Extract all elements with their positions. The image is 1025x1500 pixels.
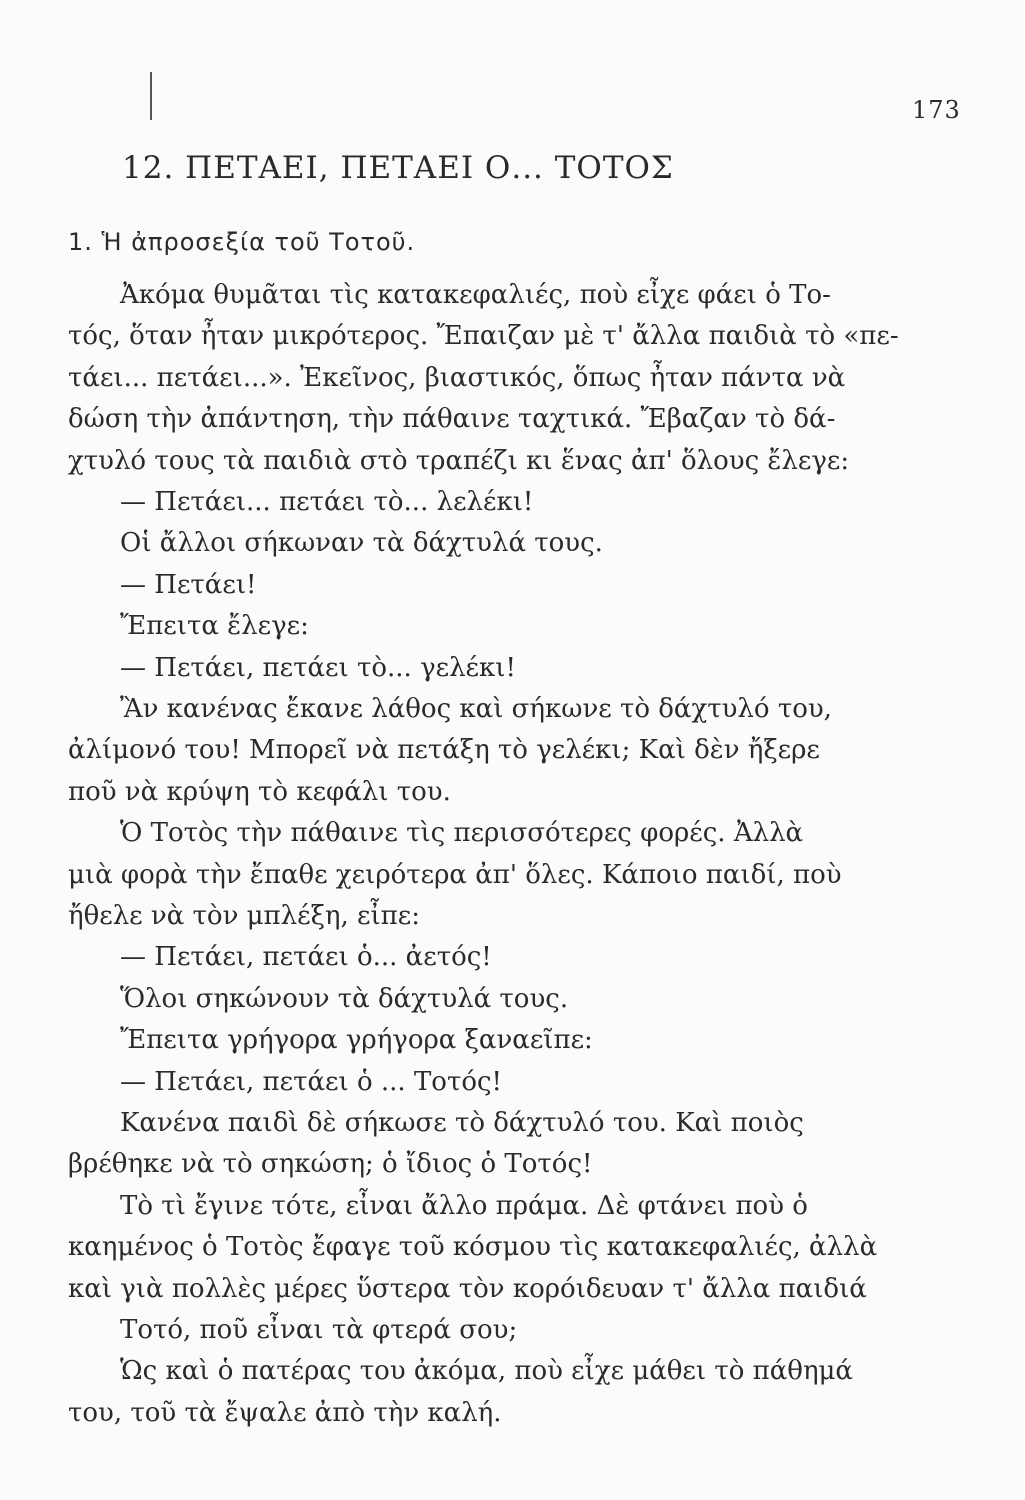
text-line: χτυλό τους τὰ παιδιὰ στὸ τραπέζι κι ἕνας ἀπ' ὅλους ἔλεγε: (68, 445, 850, 476)
text-line: ἀλίμονό του! Μπορεῖ νὰ πετάξη τὸ γελέκι; Καὶ δὲν ἤξερε (68, 735, 820, 766)
text-line: μιὰ φορὰ τὴν ἔπαθε χειρότερα ἀπ' ὅλες. Κάποιο παιδί, ποὺ (68, 859, 842, 890)
section-heading: 1. Ἡ ἀπροσεξία τοῦ Τοτοῦ. (68, 228, 416, 256)
text-line: Οἱ ἄλλοι σήκωναν τὰ δάχτυλά τους. (120, 528, 603, 559)
text-line: βρέθηκε νὰ τὸ σηκώση; ὁ ἴδιος ὁ Τοτός! (68, 1149, 593, 1180)
scan-margin-mark (150, 72, 152, 120)
text-line: Ἔπειτα ἔλεγε: (120, 611, 309, 642)
text-line: τός, ὅταν ἦταν μικρότερος. Ἔπαιζαν μὲ τ' ἄλλα παιδιὰ τὸ «πε- (68, 321, 899, 352)
text-line: — Πετάει... πετάει τὸ... λελέκι! (120, 487, 534, 517)
text-line: — Πετάει! (120, 569, 257, 600)
text-line: Ἀκόμα θυμᾶται τὶς κατακεφαλιές, ποὺ εἶχε φάει ὁ Το- (120, 280, 831, 310)
text-line: τάει... πετάει...». Ἐκεῖνος, βιαστικός, ὅπως ἦταν πάντα νὰ (68, 362, 846, 393)
text-line: Τὸ τὶ ἔγινε τότε, εἶναι ἄλλο πράμα. Δὲ φτάνει ποὺ ὁ (120, 1190, 808, 1221)
text-line: δώση τὴν ἀπάντηση, τὴν πάθαινε ταχτικά. Ἔβαζαν τὸ δά- (68, 404, 836, 435)
chapter-title: 12. ΠΕΤΑΕΙ, ΠΕΤΑΕΙ Ο... ΤΟΤΟΣ (122, 150, 674, 186)
text-line: ἤθελε νὰ τὸν μπλέξη, εἶπε: (68, 901, 420, 931)
text-line: Τοτό, ποῦ εἶναι τὰ φτερά σου; (120, 1315, 518, 1345)
text-line: Κανένα παιδὶ δὲ σήκωσε τὸ δάχτυλό του. Καὶ ποιὸς (120, 1108, 804, 1138)
text-line: ποῦ νὰ κρύψη τὸ κεφάλι του. (68, 776, 451, 807)
text-line: — Πετάει, πετάει τὸ... γελέκι! (120, 652, 516, 683)
page-number: 173 (912, 96, 961, 124)
text-line: — Πετάει, πετάει ὁ ... Τοτός! (120, 1066, 502, 1097)
text-line: του, τοῦ τὰ ἔψαλε ἀπὸ τὴν καλή. (68, 1397, 502, 1428)
text-line: Ἂν κανένας ἔκανε λάθος καὶ σήκωνε τὸ δάχτυλό του, (120, 694, 832, 724)
text-line: — Πετάει, πετάει ὁ... ἀετός! (120, 942, 492, 973)
text-line: Ὁ Τοτὸς τὴν πάθαινε τὶς περισσότερες φορές. Ἀλλὰ (120, 818, 804, 849)
text-line: Ἔπειτα γρήγορα γρήγορα ξαναεῖπε: (120, 1025, 593, 1056)
text-line: καημένος ὁ Τοτὸς ἔφαγε τοῦ κόσμου τὶς κατακεφαλιές, ἀλλὰ (68, 1232, 878, 1263)
text-line: καὶ γιὰ πολλὲς μέρες ὕστερα τὸν κορόιδευαν τ' ἄλλα παιδιά (68, 1273, 867, 1304)
text-line: Ὡς καὶ ὁ πατέρας του ἀκόμα, ποὺ εἶχε μάθει τὸ πάθημά (120, 1356, 853, 1387)
text-line: Ὅλοι σηκώνουν τὰ δάχτυλά τους. (120, 983, 569, 1014)
